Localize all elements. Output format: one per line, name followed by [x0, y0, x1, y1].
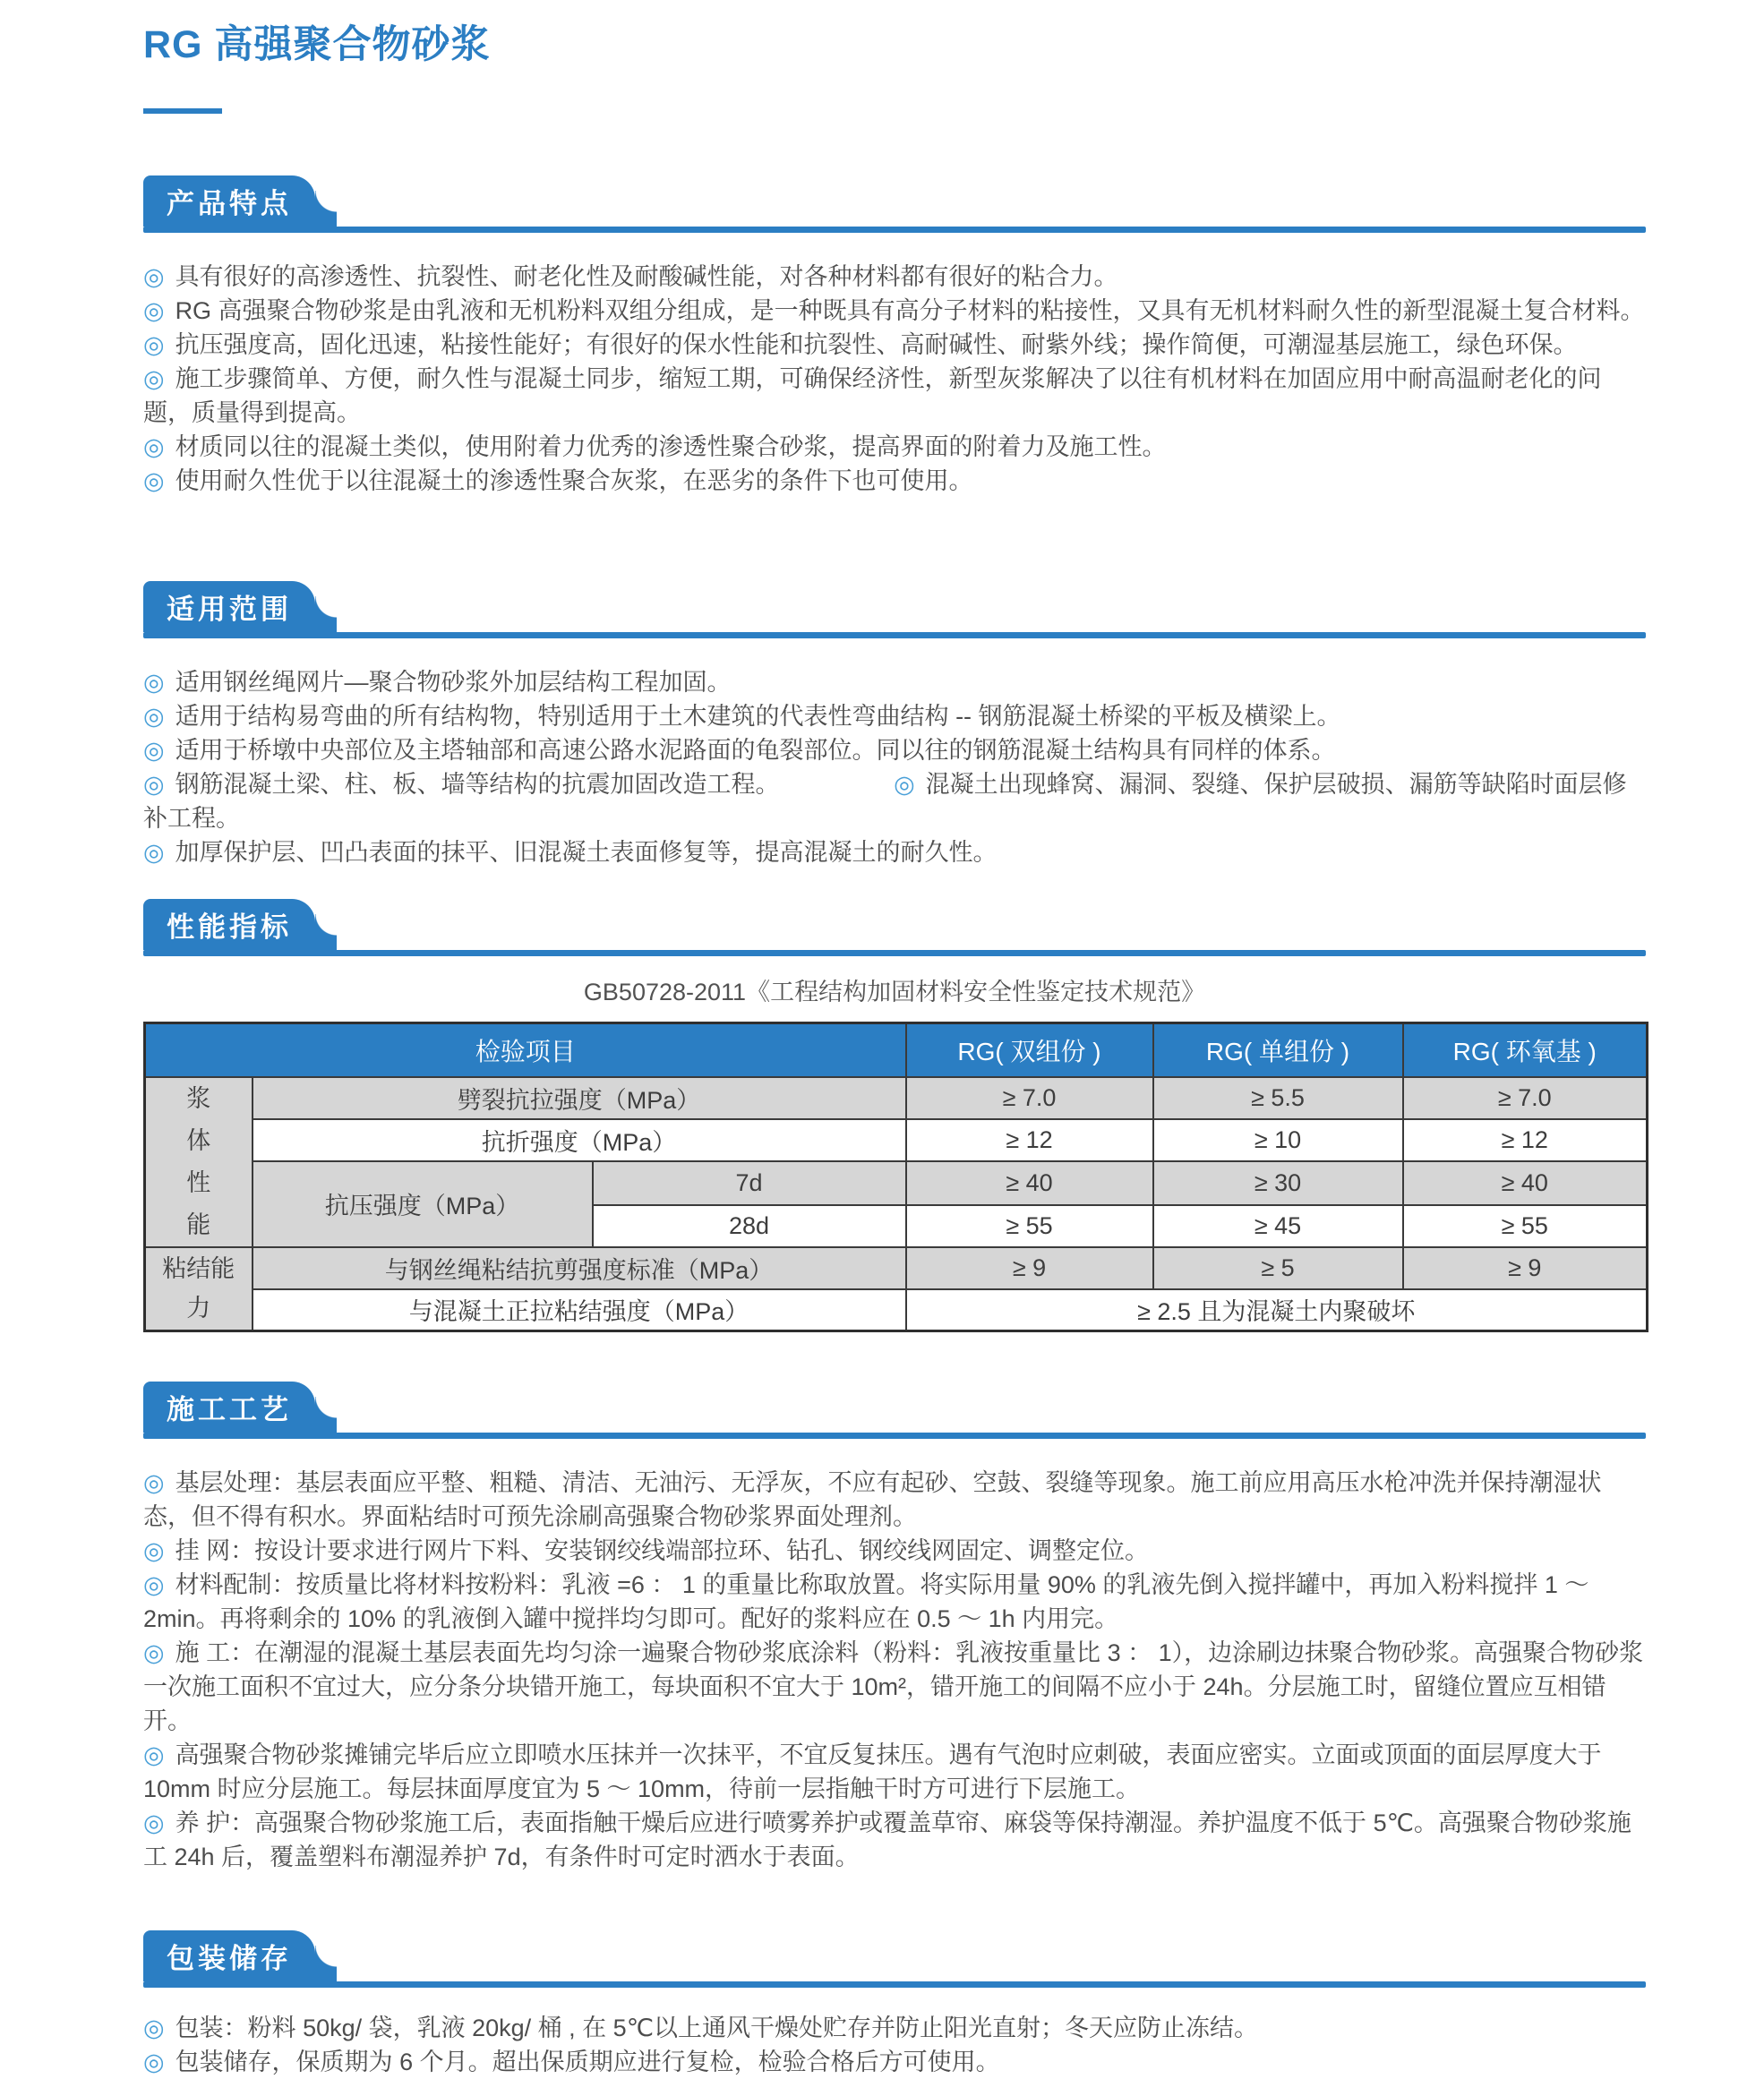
- bullet-text: 使用耐久性优于以往混凝土的渗透性聚合灰浆，在恶劣的条件下也可使用。: [175, 467, 973, 494]
- col-header-rge: RG( 环氧基 ): [1403, 1023, 1648, 1077]
- cell-value: ≥ 40: [906, 1161, 1153, 1205]
- bullet-text: 抗压强度高，固化迅速，粘接性能好；有很好的保水性能和抗裂性、高耐碱性、耐紫外线；操作简便，可潮湿基层施工，绿色环保。: [175, 331, 1578, 358]
- cell-value: ≥ 45: [1153, 1205, 1403, 1247]
- row-label: 劈裂抗拉强度（MPa）: [253, 1077, 906, 1119]
- cell-value: ≥ 12: [906, 1119, 1153, 1161]
- bullet-text: 包装储存，保质期为 6 个月。超出保质期应进行复检，检验合格后方可使用。: [175, 2049, 1000, 2075]
- section-badge: 适用范围: [143, 581, 315, 632]
- cell-value: ≥ 9: [1403, 1247, 1648, 1289]
- bullet-item: [143, 733, 1646, 767]
- bullet-text: RG 高强聚合物砂浆是由乳液和无机粉料双组分组成，是一种既具有高分子材料的粘接性，又具有无机材料耐久性的新型混凝土复合材料。: [175, 297, 1645, 324]
- bullet-icon: ◎: [143, 365, 165, 392]
- cell-value: ≥ 5: [1153, 1247, 1403, 1289]
- bullet-item: [143, 362, 1646, 430]
- bullet-item: [143, 260, 1646, 294]
- process-bullets: [143, 1466, 1646, 1874]
- section-rule: [143, 227, 1646, 233]
- bullet-item: [143, 1568, 1646, 1636]
- bullet-icon: ◎: [143, 771, 165, 798]
- section-features: [143, 176, 1646, 498]
- table-header-row: [145, 1023, 1648, 1077]
- cell-value: ≥ 5.5: [1153, 1077, 1403, 1119]
- bullet-text: 养 护：高强聚合物砂浆施工后，表面指触干燥后应进行喷雾养护或覆盖草帘、麻袋等保持潮湿。养护温度不低于 5℃。高强聚合物砂浆施工 24h 后，覆盖塑料布潮湿养护 7d，有条件时可定时洒水于表面。: [143, 1810, 1631, 1870]
- section-header: [143, 176, 1646, 233]
- bullet-item: [143, 430, 1646, 464]
- bullet-text: 施工步骤简单、方便，耐久性与混凝土同步，缩短工期，可确保经济性，新型灰浆解决了以往有机材料在加固应用中耐高温耐老化的问题，质量得到提高。: [143, 365, 1602, 426]
- bullet-icon: ◎: [143, 1639, 165, 1666]
- bullet-text: 适用于结构易弯曲的所有结构物，特别适用于土木建筑的代表性弯曲结构 -- 钢筋混凝土桥梁的平板及横梁上。: [175, 703, 1341, 730]
- page-title: RG 高强聚合物砂浆: [143, 23, 491, 66]
- section-badge: 性能指标: [143, 899, 315, 950]
- table-row: [145, 1247, 1648, 1289]
- table-row: [145, 1161, 1648, 1205]
- section-badge: 产品特点: [143, 175, 315, 227]
- packaging-bullets: [143, 2011, 1646, 2079]
- section-rule: [143, 1433, 1646, 1439]
- section-header: [143, 1382, 1646, 1439]
- bullet-text: 加厚保护层、凹凸表面的抹平、旧混凝土表面修复等，提高混凝土的耐久性。: [175, 839, 998, 866]
- table-row: [145, 1119, 1648, 1161]
- section-rule: [143, 632, 1646, 638]
- bullet-text: 混凝土出现蜂窝、漏洞、裂缝、保护层破损、漏筋等缺陷时面层修补工程。: [143, 771, 1627, 832]
- bullet-icon: ◎: [143, 1741, 165, 1768]
- features-bullets: [143, 260, 1646, 498]
- performance-table: [143, 1022, 1648, 1332]
- bullet-text: 适用于桥墩中央部位及主塔轴部和高速公路水泥路面的龟裂部位。同以往的钢筋混凝土结构具有同样的体系。: [175, 737, 1336, 764]
- bullet-icon: ◎: [143, 669, 165, 696]
- bullet-text: 挂 网：按设计要求进行网片下料、安装钢绞线端部拉环、钻孔、钢绞线网固定、调整定位。: [175, 1537, 1150, 1564]
- bullet-item: [143, 699, 1646, 733]
- cell-value: ≥ 30: [1153, 1161, 1403, 1205]
- section-header: [143, 582, 1646, 638]
- bullet-icon: ◎: [143, 433, 165, 460]
- bullet-text: 材质同以往的混凝土类似，使用附着力优秀的渗透性聚合砂浆，提高界面的附着力及施工性。: [175, 433, 1167, 460]
- cell-value: ≥ 55: [1403, 1205, 1648, 1247]
- bullet-icon: ◎: [143, 263, 165, 290]
- bullet-icon: ◎: [894, 771, 915, 798]
- bullet-item: [143, 1636, 1646, 1738]
- bullet-text: 具有很好的高渗透性、抗裂性、耐老化性及耐酸碱性能，对各种材料都有很好的粘合力。: [175, 263, 1118, 290]
- cell-value: ≥ 55: [906, 1205, 1153, 1247]
- title-underline: [143, 108, 222, 114]
- bullet-text: 钢筋混凝土梁、柱、板、墙等结构的抗震加固改造工程。: [175, 771, 780, 798]
- bullet-text: 适用钢丝绳网片—聚合物砂浆外加层结构工程加固。: [175, 669, 732, 696]
- row-label: 与混凝土正拉粘结强度（MPa）: [253, 1289, 906, 1331]
- group-label-bond: 粘结能力: [145, 1247, 253, 1331]
- bullet-icon: ◎: [143, 2015, 165, 2041]
- bullet-icon: ◎: [143, 1469, 165, 1496]
- bullet-item-pair: [143, 767, 1646, 835]
- bullet-item: [143, 294, 1646, 328]
- bullet-item: [143, 1806, 1646, 1874]
- section-header: [143, 1931, 1646, 1988]
- section-badge: 包装储存: [143, 1930, 315, 1981]
- section-scope: [143, 582, 1646, 869]
- bullet-icon: ◎: [143, 1537, 165, 1564]
- row-label: 抗折强度（MPa）: [253, 1119, 906, 1161]
- bullet-icon: ◎: [143, 839, 165, 866]
- row-label: 与钢丝绳粘结抗剪强度标准（MPa）: [253, 1247, 906, 1289]
- bullet-text: 包装：粉料 50kg/ 袋，乳液 20kg/ 桶 , 在 5℃以上通风干燥处贮存并防止阳光直射；冬天应防止冻结。: [175, 2015, 1259, 2041]
- cell-value: ≥ 10: [1153, 1119, 1403, 1161]
- bullet-item: [143, 1534, 1646, 1568]
- section-packaging: [143, 1931, 1646, 2079]
- bullet-icon: ◎: [143, 1810, 165, 1836]
- col-header-rg2: RG( 双组份 ): [906, 1023, 1153, 1077]
- bullet-item: [143, 1466, 1646, 1534]
- sub-label: 28d: [593, 1205, 906, 1247]
- section-performance: [143, 900, 1646, 1332]
- bullet-icon: ◎: [143, 1571, 165, 1598]
- group-label-slurry: 浆体性能: [145, 1077, 253, 1247]
- section-process: [143, 1382, 1646, 1874]
- bullet-icon: ◎: [143, 703, 165, 730]
- section-rule: [143, 950, 1646, 956]
- section-badge: 施工工艺: [143, 1382, 315, 1433]
- cell-value: ≥ 7.0: [1403, 1077, 1648, 1119]
- table-row: [145, 1077, 1648, 1119]
- bullet-item: [143, 464, 1646, 498]
- bullet-item: [143, 2011, 1646, 2045]
- scope-bullets: [143, 665, 1646, 869]
- cell-value-span: ≥ 2.5 且为混凝土内聚破坏: [906, 1289, 1648, 1331]
- bullet-icon: ◎: [143, 297, 165, 324]
- bullet-item: [143, 1738, 1646, 1806]
- bullet-text: 基层处理：基层表面应平整、粗糙、清洁、无油污、无浮灰，不应有起砂、空鼓、裂缝等现象。施工前应用高压水枪冲洗并保持潮湿状态，但不得有积水。界面粘结时可预先涂刷高强聚合物砂浆界面处理剂。: [143, 1469, 1602, 1530]
- section-rule: [143, 1981, 1646, 1988]
- cell-value: ≥ 40: [1403, 1161, 1648, 1205]
- table-caption: GB50728-2011《工程结构加固材料安全性鉴定技术规范》: [583, 979, 1206, 1005]
- bullet-icon: ◎: [143, 737, 165, 764]
- bullet-pair-left: [143, 771, 780, 798]
- bullet-text: 高强聚合物砂浆摊铺完毕后应立即喷水压抹并一次抹平，不宜反复抹压。遇有气泡时应刺破，表面应密实。立面或顶面的面层厚度大于 10mm 时应分层施工。每层抹面厚度宜为 5 ～ 10mm，待前一层指触干时方可进行下层施工。: [143, 1741, 1602, 1802]
- bullet-text: 材料配制：按质量比将材料按粉料：乳液 =6 ： 1 的重量比称取放置。将实际用量 90% 的乳液先倒入搅拌罐中，再加入粉料搅拌 1 ～ 2min。再将剩余的 10% 的乳液倒入罐中搅拌均匀即可。配好的浆料应在 0.5 ～ 1h 内用完。: [143, 1571, 1589, 1632]
- bullet-item: [143, 835, 1646, 869]
- cell-value: ≥ 12: [1403, 1119, 1648, 1161]
- cell-value: ≥ 7.0: [906, 1077, 1153, 1119]
- section-header: [143, 900, 1646, 956]
- bullet-item: [143, 328, 1646, 362]
- cell-value: ≥ 9: [906, 1247, 1153, 1289]
- sub-label: 7d: [593, 1161, 906, 1205]
- col-header-rg1: RG( 单组份 ): [1153, 1023, 1403, 1077]
- bullet-text: 施 工：在潮湿的混凝土基层表面先均匀涂一遍聚合物砂浆底涂料（粉料：乳液按重量比 3 ： 1），边涂刷边抹聚合物砂浆。高强聚合物砂浆一次施工面积不宜过大，应分条分块错开施工，每块面积不宜大于 10m²，错开施工的间隔不应小于 24h。分层施工时，留缝位置应互相错开。: [143, 1639, 1644, 1734]
- bullet-item: [143, 2045, 1646, 2079]
- bullet-item: [143, 665, 1646, 699]
- bullet-icon: ◎: [143, 331, 165, 358]
- bullet-icon: ◎: [143, 467, 165, 494]
- table-row: [145, 1289, 1648, 1331]
- row-label-compressive: 抗压强度（MPa）: [253, 1161, 593, 1247]
- col-header-item: 检验项目: [145, 1023, 906, 1077]
- bullet-icon: ◎: [143, 2049, 165, 2075]
